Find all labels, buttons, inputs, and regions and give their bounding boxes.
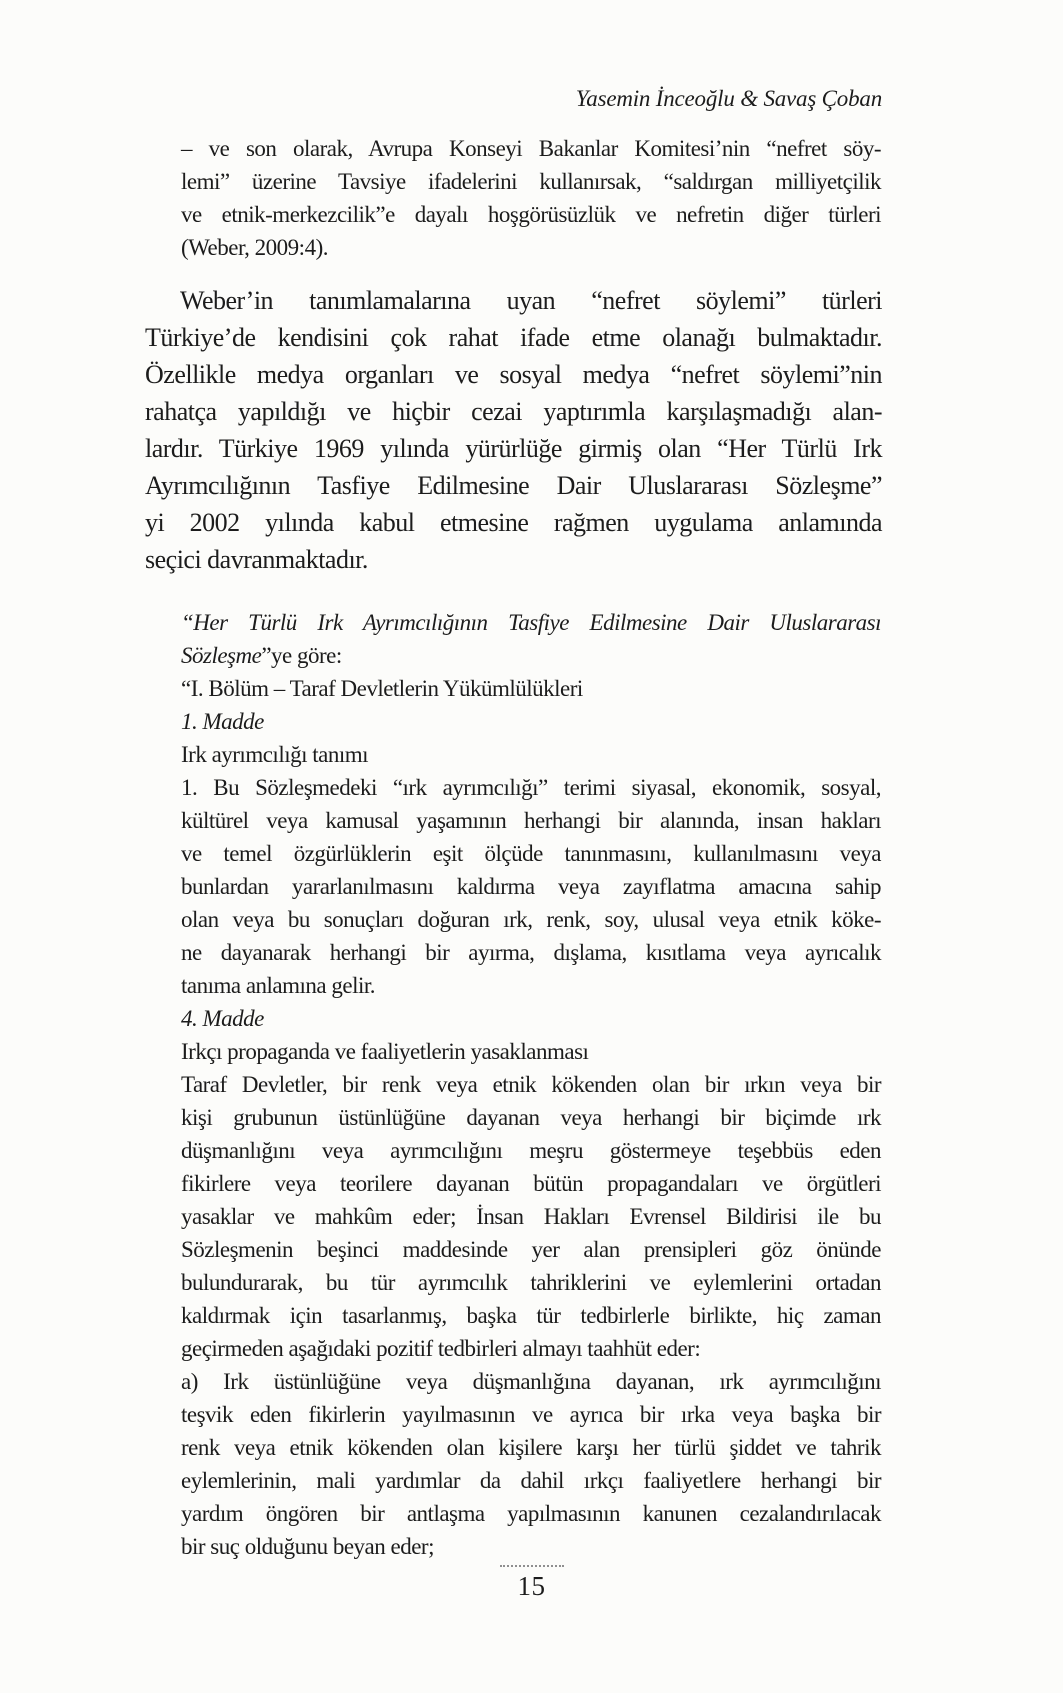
footer-divider — [500, 1565, 564, 1567]
text-line: kişi grubunun üstünlüğüne dayanan veya herhangi bir biçimde ırk — [181, 1105, 881, 1130]
text-line: lemi” üzerine Tavsiye ifadelerini kullanırsak, “saldırgan milliyetçilik — [181, 169, 881, 194]
text-line: fikirlere veya teorilere dayanan bütün propagandaları ve örgütleri — [181, 1171, 881, 1196]
text-line: yardım öngören bir antlaşma yapılmasının kanunen cezalandırılacak — [181, 1501, 881, 1526]
text-line: düşmanlığını veya ayrımcılığını meşru göstermeye teşebbüs eden — [181, 1138, 881, 1163]
text-line: bunlardan yararlanılmasını kaldırma veya zayıflatma amacına sahip — [181, 874, 881, 899]
text-line: “I. Bölüm – Taraf Devletlerin Yükümlülükleri — [181, 676, 583, 701]
text-line: Sözleşme”ye göre: — [181, 643, 342, 668]
text-line: Irkçı propaganda ve faaliyetlerin yasaklanması — [181, 1039, 589, 1064]
text-line: Taraf Devletler, bir renk veya etnik kökenden olan bir ırkın veya bir — [181, 1072, 881, 1097]
text-line: 4. Madde — [181, 1006, 264, 1031]
convention-quote-block — [181, 606, 881, 1563]
running-header: Yasemin İnceoğlu & Savaş Çoban — [575, 86, 882, 111]
text-line: yasaklar ve mahkûm eder; İnsan Hakları Evrensel Bildirisi ile bu — [181, 1204, 881, 1229]
text-line: ve etnik-merkezcilik”e dayalı hoşgörüsüzlük ve nefretin diğer türleri — [181, 202, 881, 227]
text-line: Irk ayrımcılığı tanımı — [181, 742, 369, 767]
text-line: “Her Türlü Irk Ayrımcılığının Tasfiye Edilmesine Dair Uluslararası — [181, 610, 881, 635]
text-line: Weber’in tanımlamalarına uyan “nefret söylemi” türleri — [180, 286, 882, 315]
text-line: kaldırmak için tasarlanmış, başka tür tedbirlerle birlikte, hiç zaman — [181, 1303, 881, 1328]
text-line: yi 2002 yılında kabul etmesine rağmen uygulama anlamında — [145, 508, 882, 537]
text-line: ve temel özgürlüklerin eşit ölçüde tanınmasını, kullanılmasını veya — [181, 841, 881, 866]
text-line: Sözleşmenin beşinci maddesinde yer alan prensipleri göz önünde — [181, 1237, 881, 1262]
text-line: eylemlerinin, mali yardımlar da dahil ırkçı faaliyetlere herhangi bir — [181, 1468, 881, 1493]
text-line: lardır. Türkiye 1969 yılında yürürlüğe girmiş olan “Her Türlü Irk — [145, 434, 882, 463]
text-line: olan veya bu sonuçları doğuran ırk, renk, soy, ulusal veya etnik köke- — [181, 907, 881, 932]
text-line: 1. Bu Sözleşmedeki “ırk ayrımcılığı” terimi siyasal, ekonomik, sosyal, — [181, 775, 881, 800]
text-line: geçirmeden aşağıdaki pozitif tedbirleri almayı taahhüt eder: — [181, 1336, 701, 1361]
text-line: bir suç olduğunu beyan eder; — [181, 1534, 434, 1559]
body-paragraph — [145, 282, 882, 578]
text-line: kültürel veya kamusal yaşamının herhangi bir alanında, insan hakları — [181, 808, 881, 833]
page-footer — [0, 1565, 1063, 1602]
text-line: tanıma anlamına gelir. — [181, 973, 376, 998]
text-line: ne dayanarak herhangi bir ayırma, dışlama, kısıtlama veya ayrıcalık — [181, 940, 881, 965]
text-line: a) Irk üstünlüğüne veya düşmanlığına dayanan, ırk ayrımcılığını — [181, 1369, 881, 1394]
text-line: (Weber, 2009:4). — [181, 235, 328, 260]
text-line: bulundurarak, bu tür ayrımcılık tahriklerini ve eylemlerini ortadan — [181, 1270, 881, 1295]
text-line: rahatça yapıldığı ve hiçbir cezai yaptırımla karşılaşmadığı alan- — [145, 397, 882, 426]
text-line: Özellikle medya organları ve sosyal medya “nefret söylemi”nin — [145, 360, 882, 389]
text-line: seçici davranmaktadır. — [145, 545, 368, 574]
text-line: 1. Madde — [181, 709, 264, 734]
intro-quote-paragraph — [181, 132, 881, 264]
text-line: teşvik eden fikirlerin yayılmasının ve ayrıca bir ırka veya başka bir — [181, 1402, 881, 1427]
text-line: renk veya etnik kökenden olan kişilere karşı her türlü şiddet ve tahrik — [181, 1435, 881, 1460]
page-number: 15 — [517, 1571, 546, 1601]
text-line: Ayrımcılığının Tasfiye Edilmesine Dair Uluslararası Sözleşme” — [145, 471, 882, 500]
text-line: Türkiye’de kendisini çok rahat ifade etme olanağı bulmaktadır. — [145, 323, 882, 352]
text-line: – ve son olarak, Avrupa Konseyi Bakanlar Komitesi’nin “nefret söy- — [181, 136, 881, 161]
